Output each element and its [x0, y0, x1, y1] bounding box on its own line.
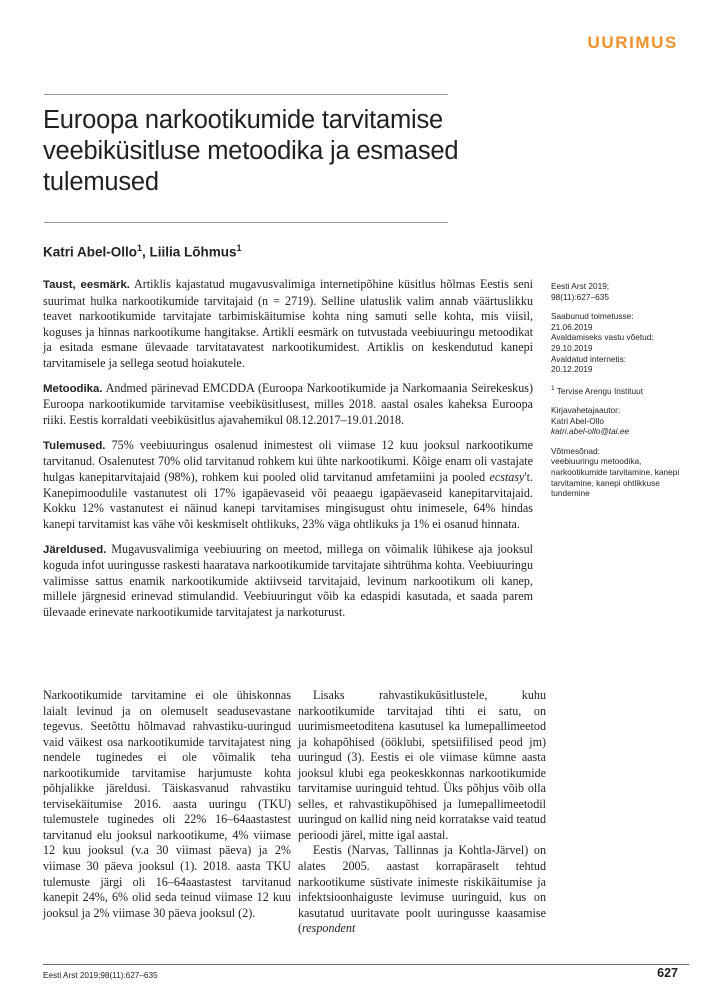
body-paragraph: Narkootikumide tarvitamine ei ole ühiskonnas laialt levinud ja on olemuselt seadusevastane tegevus. Seetõttu hõlmavad rahvastiku-uuringud vaid väikest osa narkootikumide tarvitajatest ning nendele tuginedes ei ole võimalik teha narkootikumide tarvitamise harjumuste kohta põhjalikke järeldusi. Täiskasvanud rahvastiku tervisekäitumise 2016. aasta uuringu (TKU) tulemustele tuginedes oli 22% 16–64aastastest tarvitanud elu jooksul narkootikume, 4% viimase 12 kuu jooksul (v.a 30 viimast päeva) ja 2% viimase 30 päeva jooksul (1). 2018. aasta TKU tulemuste järgi oli 16–64aastastest tarvitanud kanepit 24%, 6% olid seda teinud viimase 12 kuu jooksul ja 2% viimase 30 päeva jooksul (2).	[43, 688, 291, 920]
running-head-section-label: UURIMUS	[587, 33, 678, 52]
abstract-text-background: Artiklis kajastatud mugavusvalimiga internetipõhine küsitlus hõlmas Eestis seni suurimat hulka narkootikumide tarvitajaid (n = 2719). Selline ulatuslik valim annab väärtuslikku teavet narkootikumide tarvitajate tarbimiskäitumise kohta ning samuti selle kohta, mis viisil, koguses ja hinnas narkootikume hangitakse. Artikli eesmärk on tutvustada veebiuuringu metoodikat ja esitada esmane ülevaade tarvitatavatest narkootikumidest. Artiklis on keskendutud kanepi tarvitamisele ja sellega seotud hoiakutele.	[43, 277, 534, 370]
page-title: Euroopa narkootikumide tarvitamise veebiküsitluse metoodika ja esmased tulemused	[43, 106, 459, 196]
abstract-label-conclusions: Järeldused.	[43, 543, 107, 556]
author-first: Katri Abel-Ollo	[43, 244, 138, 260]
article-body	[43, 688, 646, 940]
abstract-paragraph-background	[43, 277, 533, 371]
keywords-list: veebiuuringu metoodika, narkootikumide tarvitamine, kanepi tarvitamine, kanepi ohtlikkuse tundemine	[551, 456, 680, 499]
accepted-label: Avaldamiseks vastu võetud:	[551, 332, 654, 343]
correspondence-name: Katri Abel-Ollo	[551, 415, 605, 426]
abstract-text-results-italic: ecstasy	[489, 470, 525, 485]
author-line	[43, 240, 483, 261]
footer-citation: Eesti Arst 2019;98(11):627–635	[43, 971, 158, 980]
metadata-affiliation	[551, 384, 691, 396]
body-paragraph: Lisaks rahvastikuküsitlustele, kuhu narkootikumide tarvitajad tihti ei satu, on uurimismeetoditena kasutusel ka lumepallimeetod ja kohapõhised (ööklubi, spetsiifilised peod jm) uuringud (3). Eestis ei ole viimase kümne aasta jooksul klubi ega peokeskkonnas narkootikumide tarvitamise uuringuid tehtud. Üks põhjus võib olla selles, et rahvastikupõhised ja lumepallimeetodil uuringud on kallid ning neid korratakse vaid teatud perioodi järel, mitte igal aastal.	[298, 688, 546, 842]
abstract-text-methods: Andmed pärinevad EMCDDA (Euroopa Narkootikumide ja Narkomaania Seirekeskus) Euroopa narkootikumide tarvitamise veebiküsitlusest, milles 2018. aastal osales kaheksa Euroopa riiki. Eestis korraldati veebiküsitlus ajavahemikul 08.12.2017–19.01.2018.	[43, 380, 533, 427]
article-metadata-sidebar	[551, 281, 691, 499]
abstract-text-results-part2: 't. Kanepimoodulile vastanutest oli 17% igapäevaseid või peaaegu igapäevaseid kanepitarvitajaid. Kokku 12% vastanutest ei näinud kanepi tarvitamises mingisugust ohtu inimesele, 64% hindas kanepi tarvitamist kas vähe või keskmiselt ohtlikuks, 23% väga ohtlikuks ja 1% ei osanud hinnata.	[43, 470, 533, 531]
online-label: Avaldatud internetis:	[551, 353, 627, 364]
citation-line-2: 98(11):627–635	[551, 291, 609, 302]
citation-line-1: Eesti Arst 2019;	[551, 281, 610, 291]
affiliation-marker: 1	[551, 384, 555, 392]
abstract-label-results: Tulemused.	[43, 439, 106, 452]
author-second-affiliation-marker: 1	[236, 243, 242, 253]
body-column-left	[43, 688, 291, 940]
body-column-right	[298, 688, 546, 940]
correspondence-email[interactable]: katri.abel-ollo@tai.ee	[551, 426, 630, 437]
abstract-text-conclusions: Mugavusvalimiga veebiuuring on meetod, millega on võimalik lühikese aja jooksul koguda infot uuringusse raskesti haaratava narkootikumide tarvitajate sihtrühma kohta. Veebiuuringu valimisse sattus enamik narkootikumide aktiivseid tarvitajaid, levinum narkootikum oli kanep, millele järgnesid erinevad stimulandid. Veebiuuringut võib ka edaspidi kasutada, et saada parem ülevaade erinevate narkootikumide tarvitajatest ja narkoturust.	[43, 541, 533, 619]
received-label: Saabunud toimetusse:	[551, 311, 634, 322]
metadata-keywords	[551, 446, 691, 499]
author-first-affiliation-marker: 1	[137, 243, 143, 253]
metadata-correspondence	[551, 405, 691, 437]
metadata-citation	[551, 281, 691, 302]
accepted-date: 29.10.2019	[551, 342, 593, 353]
abstract-label-background: Taust, eesmärk.	[43, 279, 130, 291]
author-second: , Liilia Lõhmus	[142, 244, 237, 260]
page-number: 627	[657, 966, 678, 980]
abstract	[43, 277, 533, 620]
abstract-paragraph-methods	[43, 381, 533, 429]
keywords-label: Võtmesõnad:	[551, 445, 600, 456]
affiliation-name: Tervise Arengu Instituut	[554, 385, 644, 396]
online-date: 20.12.2019	[551, 364, 593, 375]
abstract-paragraph-results	[43, 438, 533, 532]
title-bottom-rule	[44, 222, 448, 223]
abstract-label-methods: Metoodika.	[43, 382, 103, 395]
affiliation-line	[551, 384, 691, 396]
abstract-text-results-part1: 75% veebiuuringus osalenud inimestest oli viimase 12 kuu jooksul narkootikume tarvitanud. Osalenutest 70% olid tarvitanud rohkem kui ühte narkootikumi. Kõige enam oli vastajate hulgas kanepitarvitajaid (98%), rohkem kui pooled olid tarvitanud amfetamiini ja pooled	[43, 437, 533, 485]
body-paragraph	[298, 843, 546, 936]
correspondence-label: Kirjavahetajaautor:	[551, 405, 621, 416]
title-top-rule	[44, 94, 448, 95]
received-date: 21.06.2019	[551, 321, 593, 332]
body-text-part-a: Eestis (Narvas, Tallinnas ja Kohtla-Järvel) on alates 2005. aastast korrapäraselt tehtud narkootikume süstivate inimeste riskikäitumise ja infektsioonhaiguste levimuse uuringuid, kus on kasutatud uuritavate poolt uuringusse kaasamise (	[298, 843, 546, 936]
metadata-dates	[551, 311, 691, 375]
body-text-italic: respondent	[302, 921, 356, 936]
abstract-paragraph-conclusions	[43, 542, 533, 621]
footer-rule	[43, 964, 689, 965]
